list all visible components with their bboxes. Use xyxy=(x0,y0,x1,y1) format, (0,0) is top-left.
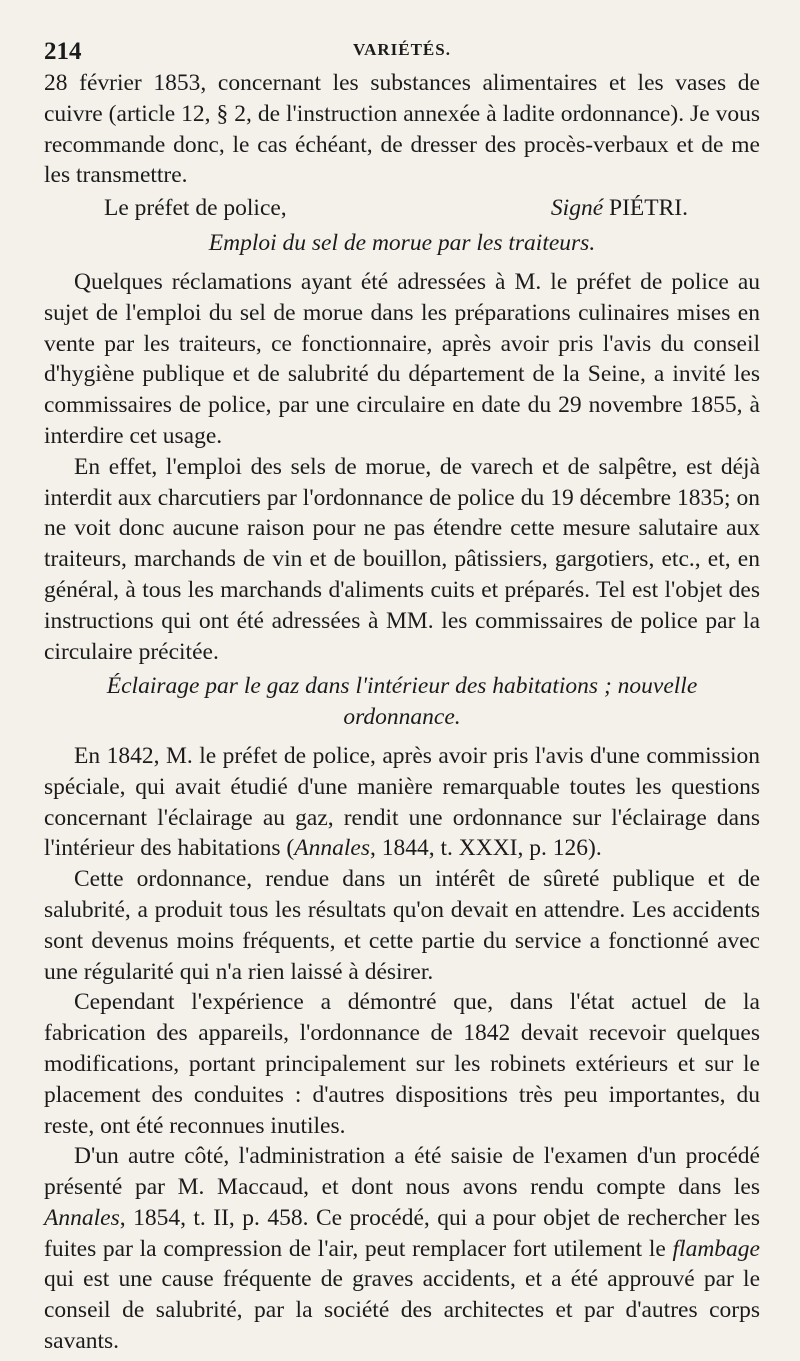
page-body xyxy=(44,68,760,1357)
paragraph-continued: 28 février 1853, concernant les substances alimentaires et les vases de cuivre (article 12, § 2, de l'instruction annexée à ladite ordonnance). Je vous recommande donc, le cas échéant, de dresser des procès-verbaux et de me les transmettre. xyxy=(44,70,760,189)
page-header xyxy=(44,36,760,68)
paragraph-cette-ordonnance: Cette ordonnance, rendue dans un intérêt de sûreté publique et de salubrité, a produit tous les résultats qu'on devait en attendre. Les accidents sont devenus moins fréquents, et cette partie du service a fonctionné avec une régularité qui n'a rien laissé à désirer. xyxy=(44,866,760,985)
paragraph-1842 xyxy=(44,741,760,864)
signature-title: Le préfet de police, xyxy=(104,195,287,222)
annales-reference-2: Annales xyxy=(44,1204,120,1231)
p6-text-before: D'un autre côté, l'administration a été saisie de l'examen d'un procédé présenté par M. Maccaud, et dont nous avons rendu compte dans les xyxy=(44,1143,760,1201)
paragraph-cependant: Cependant l'expérience a démontré que, dans l'état actuel de la fabrication des appareils, l'ordonnance de 1842 devait recevoir quelques modifications, portant principalement sur les robinets extérieurs et sur le placement des conduites : d'autres dispositions très peu importantes, du reste, ont été reconnues inutiles. xyxy=(44,989,760,1139)
paragraph-autre-cote xyxy=(44,1141,760,1357)
annales-reference: Annales xyxy=(294,835,370,862)
flambage-term: flambage xyxy=(672,1235,760,1262)
p3-text-before: En 1842, M. le préfet de police, après avoir pris l'avis d'une commission spéciale, qui avait étudié d'une manière remarquable toutes les questions concernant l'éclairage au gaz, rendit une ordonnance sur l'éclairage dans l'intérieur des habitations ( xyxy=(44,742,760,862)
heading-line-1: Éclairage par le gaz dans l'intérieur des habitations ; nouvelle xyxy=(106,673,698,700)
p6-text-middle: , 1854, t. II, p. 458. Ce procédé, qui a pour objet de rechercher les fuites par la compression de l'air, peut remplacer fort utilement le xyxy=(44,1204,760,1262)
signature-signer: PIÉTRI. xyxy=(609,195,688,222)
p3-text-after: , 1844, t. XXXI, p. 126). xyxy=(369,835,602,862)
running-title: VARIÉTÉS. xyxy=(353,40,451,59)
section-heading-sel-de-morue: Emploi du sel de morue par les traiteurs. xyxy=(208,230,596,257)
heading-line-2: ordonnance. xyxy=(343,704,461,731)
section-heading-eclairage xyxy=(44,671,760,733)
signature-prefix: Signé xyxy=(550,195,604,222)
page-number: 214 xyxy=(44,38,82,65)
paragraph-reclamations: Quelques réclamations ayant été adressées à M. le préfet de police au sujet de l'emploi du sel de morue dans les préparations culinaires mises en vente par les traiteurs, ce fonctionnaire, après avoir pris l'avis du conseil d'hygiène publique et de salubrité du département de la Seine, a invité les commissaires de police, par une circulaire en date du 29 novembre 1855, à interdire cet usage. xyxy=(44,268,760,449)
signature-line xyxy=(44,193,760,224)
p6-text-after: qui est une cause fréquente de graves accidents, et a été approuvé par le conseil de salubrité, par la société des architectes et par d'autres corps savants. xyxy=(44,1266,760,1355)
signature-name xyxy=(551,193,688,224)
paragraph-en-effet: En effet, l'emploi des sels de morue, de varech et de salpêtre, est déjà interdit aux charcutiers par l'ordonnance de police du 19 décembre 1835; on ne voit donc aucune raison pour ne pas étendre cette mesure salutaire aux traiteurs, marchands de vin et de bouillon, pâtissiers, gargotiers, etc., et, en général, à tous les marchands d'aliments cuits et préparés. Tel est l'objet des instructions qui ont été adressées à MM. les commissaires de police par la circulaire précitée. xyxy=(44,453,760,665)
